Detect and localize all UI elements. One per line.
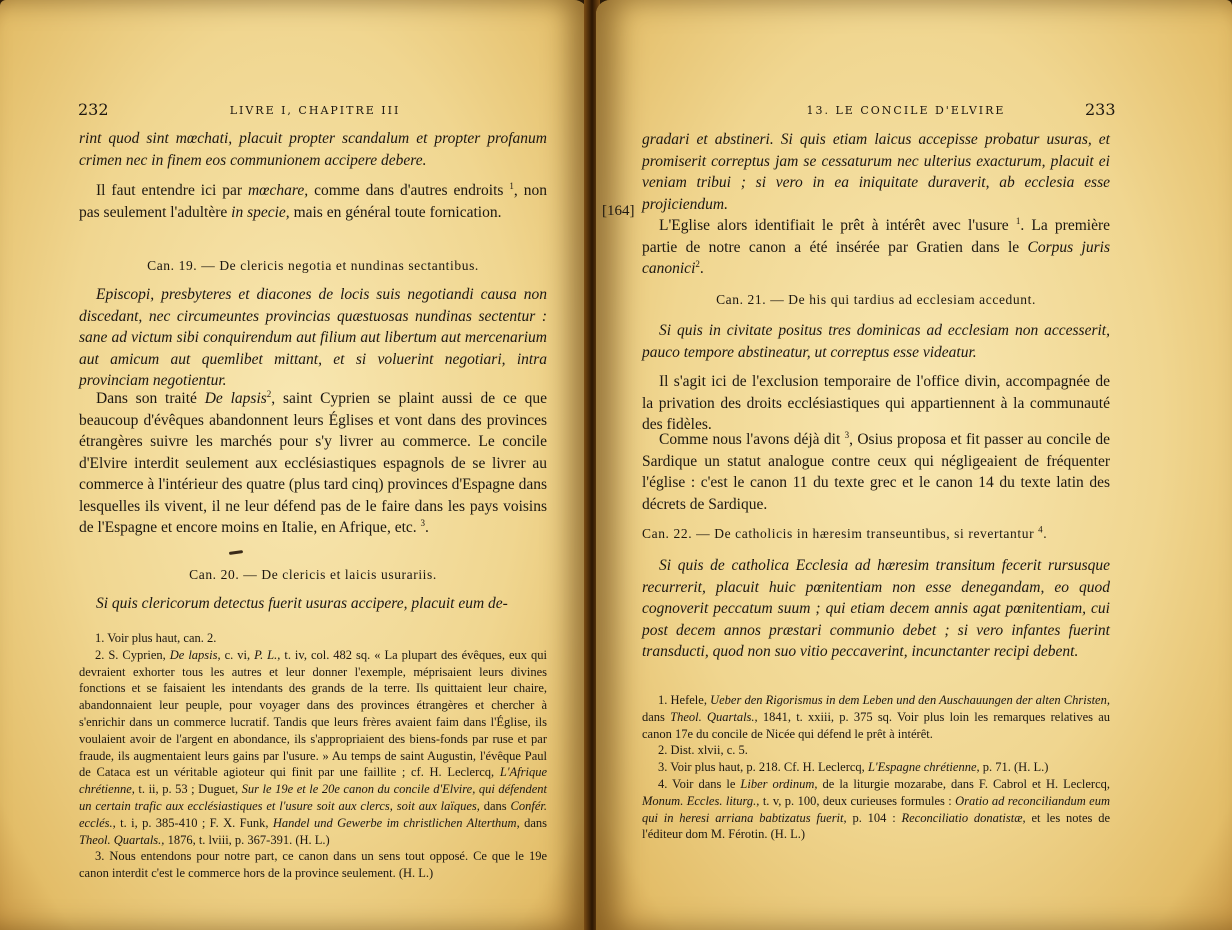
canon-heading: Can. 19. — De clericis negotia et nundinas sectantibus.	[147, 258, 479, 273]
footnote-ref: 4	[1038, 524, 1044, 535]
footnote: 1. Hefele, Ueber den Rigorismus in dem Leben und den Auschauungen der alten Christen, dans Theol. Quartals., 1841, t. xxiii, p. 375 sq. Voir plus loin les remarques relatives au canon 17e du concile de Nicée qui défend le prêt à intérêt.	[642, 693, 1110, 741]
footnote: 3. Nous entendons pour notre part, ce canon dans un sens tout opposé. Ce que le 19e canon interdit c'est le commerce hors de la province seulement. (H. L.)	[79, 849, 547, 881]
ink-mark	[229, 550, 243, 555]
canon-latin-text: Episcopi, presbyteres et diacones de locis suis negotiandi causa non discedant, nec circumeuntes provincias quæstuosas nundinas sectentur : sane ad victum sibi conquirendum aut filium aut libertum aut mercenarium aut amicum aut quemlibet mittant, et si voluerint negotiari, intra provinciam negotientur.	[79, 286, 547, 389]
margin-reference: [164]	[602, 203, 635, 219]
footnotes	[642, 692, 1110, 843]
canon-latin-text: Si quis clericorum detectus fuerit usuras accipere, placuit eum de-	[96, 595, 508, 612]
right-page	[596, 0, 1232, 930]
canon-heading: Can. 20. — De clericis et laicis usurariis.	[189, 567, 437, 582]
paragraph: Il faut entendre ici par mœchare, comme dans d'autres endroits $^1$, non pas seulement l'adultère in specie, mais en général toute fornication.	[79, 180, 547, 221]
paragraph: Il s'agit ici de l'exclusion temporaire de l'office divin, accompagnée de la privation des droits ecclésiastiques qui appartiennent à la communauté des fidèles.	[642, 373, 1110, 433]
paragraph: Dans son traité De lapsis$^2$, saint Cyprien se plaint aussi de ce que beaucoup d'évêques abandonnent leurs Églises et vont dans des provinces étrangères suivre les marchés pour s'y livrer au commerce. Le concile d'Elvire interdit seulement aux ecclésiastiques espagnols de se livrer au commerce à l'intérieur des quatre (plus tard cinq) provinces d'Espagne dans lesquelles ils vivent, il ne leur défend pas de le faire dans les pays voisins de l'Espagne et encore moins en Italie, en Afrique, etc. $^3$.	[79, 388, 547, 536]
footnote-ref: 2	[695, 258, 700, 269]
latin-continuation: gradari et abstineri. Si quis etiam laicus accepisse probatur usuras, et promiserit correptus jam se cessaturum nec ulterius exacturum, placuit ei veniam tribui ; si vero in ea iniquitate duraverit, ab ecclesia esse projiciendum.	[642, 131, 1110, 213]
left-page	[0, 0, 588, 930]
paragraph: Comme nous l'avons déjà dit $^3$, Osius proposa et fit passer au concile de Sardique un statut analogue contre ceux qui négligeaient de fréquenter l'église : c'est le canon 11 du texte grec et le canon 14 du texte latin des décrets de Sardique.	[642, 429, 1110, 513]
footnote-ref: 2	[266, 388, 272, 399]
footnote: 2. S. Cyprien, De lapsis, c. vi, P. L., t. iv, col. 482 sq. « La plupart des évêques, eux qui devraient exhorter tous les autres et leur donner l'exemple, méprisaient leurs divines fonctions et se faisaient les intendants des grands de la terre. Ils quittaient leur chaire, abandonnaient leur peuple, pour voyager dans des provinces étrangères et chercher à s'enrichir dans un commerce lucratif. Tandis que leurs frères avaient faim dans l'Église, ils voulaient avoir de l'argent en abondance, ils s'appropriaient des biens-fonds par ruse et par fraude, ils augmentaient leurs gains par l'usure. » Au temps de saint Augustin, l'évêque Paul de Cataca est un véritable agioteur qui finit par une faillite ; cf. H. Leclercq, L'Afrique chrétienne, t. ii, p. 53 ; Duguet, Sur le 19e et le 20e canon du concile d'Elvire, qui défendent un certain trafic aux ecclésiastiques et l'usure soit aux clercs, soit aux laïques, dans Confér. ecclés., t. i, p. 385-410 ; F. X. Funk, Handel und Gewerbe im christlichen Alterthum, dans Theol. Quartals., 1876, t. lviii, p. 367-391. (H. L.)	[79, 647, 547, 847]
page-number: 233	[1085, 100, 1116, 119]
footnote: 4. Voir dans le Liber ordinum, de la liturgie mozarabe, dans F. Cabrol et H. Leclercq, Monum. Eccles. liturg., t. v, p. 100, deux curieuses formules : Oratio ad reconciliandum eum qui in heresi arriana babtizatus fuerit, p. 104 : Reconciliatio donatistæ, et les notes de l'éditeur dom M. Férotin. (H. L.)	[642, 776, 1111, 842]
canon-latin-text: Si quis de catholica Ecclesia ad hæresim transitum fecerit rursusque recurrerit, placuit huic pœnitentiam non esse denegandam, eo quod cognoverit peccatum suum ; qui etiam decem annis agat pœnitentiam, cui post decem annos præstari communio debet ; si vero infantes fuerint transducti, quod non suo vitio peccaverint, incunctanter recipi debent.	[642, 557, 1110, 660]
footnote-ref: 1	[1015, 215, 1021, 226]
footnote-ref: 3	[420, 517, 426, 528]
footnote-ref: 3	[844, 429, 850, 440]
footnote: 2. Dist. xlvii, c. 5.	[658, 743, 748, 758]
footnote-ref: 1	[509, 180, 514, 191]
running-head: LIVRE I, CHAPITRE III	[229, 104, 401, 117]
latin-continuation: rint quod sint mœchati, placuit propter scandalum et propter profanum crimen nec in finem eos communionem accipere debere.	[79, 130, 547, 169]
canon-heading: Can. 21. — De his qui tardius ad ecclesiam accedunt.	[716, 292, 1036, 307]
footnote: 1. Voir plus haut, can. 2.	[95, 631, 217, 645]
page-number: 232	[78, 100, 109, 119]
canon-heading: Can. 22. — De catholicis in hæresim transeuntibus, si revertantur $^4$.	[642, 524, 1048, 541]
footnote: 3. Voir plus haut, p. 218. Cf. H. Leclercq, L'Espagne chrétienne, p. 71. (H. L.)	[658, 760, 1049, 775]
running-head: 13. LE CONCILE D'ELVIRE	[806, 104, 1006, 117]
canon-latin-text: Si quis in civitate positus tres dominicas ad ecclesiam non accesserit, pauco tempore abstineatur, ut correptus esse videatur.	[642, 322, 1110, 361]
footnotes	[79, 630, 547, 882]
paragraph: L'Eglise alors identifiait le prêt à intérêt avec l'usure $^1$. La première partie de notre canon a été insérée par Gratien dans le Corpus juris canonici$^2$.	[642, 215, 1110, 277]
